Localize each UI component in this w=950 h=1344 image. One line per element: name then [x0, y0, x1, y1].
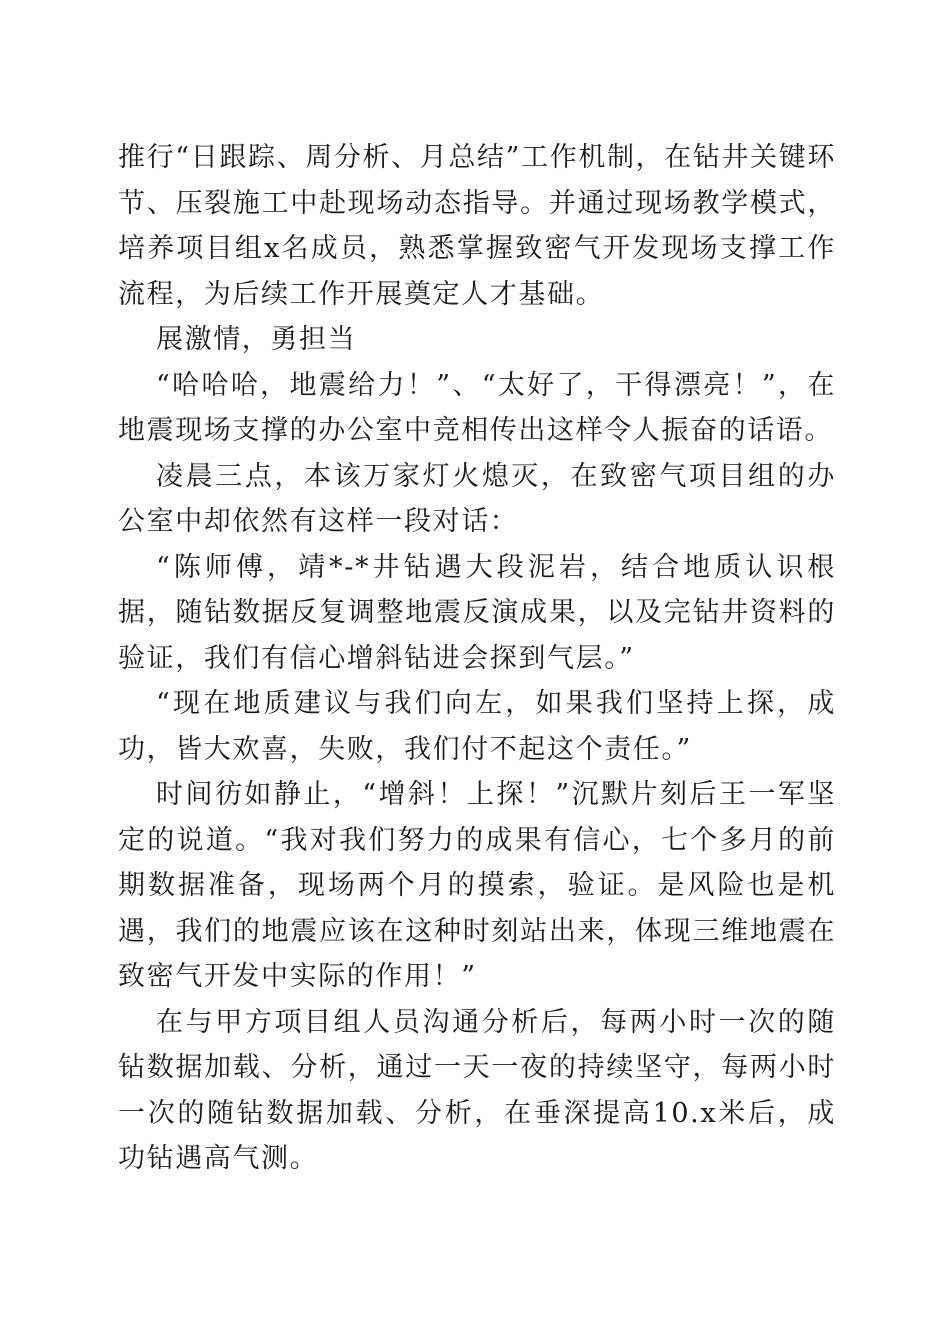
paragraph: 时间彷如静止，“增斜！上探！”沉默片刻后王一军坚定的说道。“我对我们努力的成果有信心，七个多月的前期数据准备，现场两个月的摸索，验证。是风险也是机遇，我们的地震应该在这种时刻站出来，体现三维地震在致密气开发中实际的作用！” — [118, 779, 836, 992]
document-body — [118, 135, 836, 1182]
paragraph-dialogue: “陈师傅，靖*-*井钻遇大段泥岩，结合地质认识根据，随钻数据反复调整地震反演成果，以及完钻井资料的验证，我们有信心增斜钻进会探到气层。” — [118, 551, 836, 674]
paragraph-dialogue: “现在地质建议与我们向左，如果我们坚持上探，成功，皆大欢喜，失败，我们付不起这个责任。” — [118, 688, 836, 765]
paragraph: “哈哈哈，地震给力！”、“太好了，干得漂亮！”，在地震现场支撑的办公室中竞相传出这样令人振奋的话语。 — [118, 369, 836, 446]
paragraph: 凌晨三点，本该万家灯火熄灭，在致密气项目组的办公室中却依然有这样一段对话： — [118, 460, 836, 537]
section-heading: 展激情，勇担当 — [156, 324, 357, 355]
paragraph-continuation: 推行“日跟踪、周分析、月总结”工作机制，在钻井关键环节、压裂施工中赴现场动态指导。并通过现场教学模式，培养项目组x名成员，熟悉掌握致密气开发现场支撑工作流程，为后续工作开展奠定人才基础。 — [118, 142, 836, 310]
paragraph: 在与甲方项目组人员沟通分析后，每两小时一次的随钻数据加载、分析，通过一天一夜的持续坚守，每两小时一次的随钻数据加载、分析，在垂深提高10.x米后，成功钻遇高气测。 — [118, 1006, 836, 1174]
